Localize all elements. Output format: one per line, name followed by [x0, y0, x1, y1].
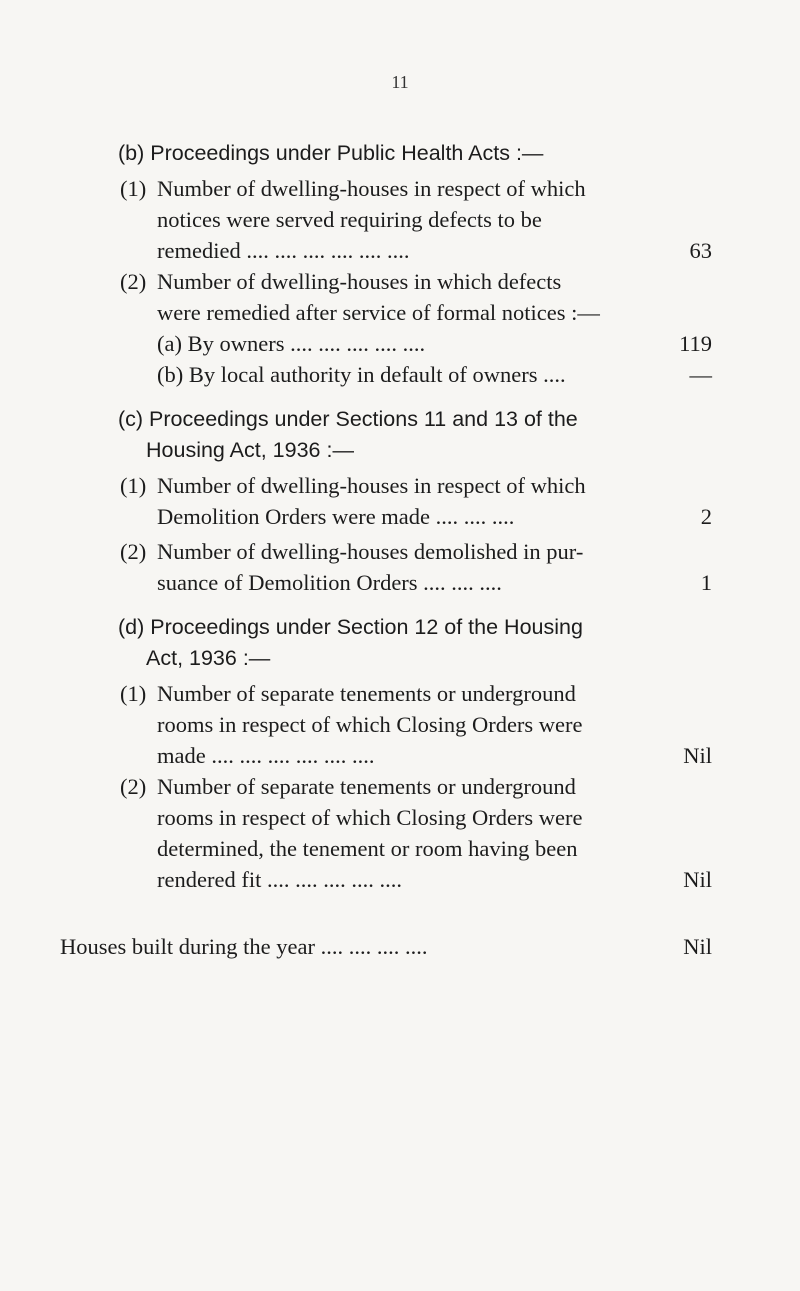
- section-c-item-2-number: (2): [120, 539, 147, 564]
- section-c-item-1-value: 2: [700, 504, 712, 529]
- section-b-item-2-sub-b: [0, 359, 800, 390]
- section-b-item-2-line-2: were remedied after service of formal notices :—: [157, 300, 600, 325]
- section-d-heading-text: (d) Proceedings under Section 12 of the Housing: [118, 615, 583, 639]
- document-body: [0, 138, 800, 962]
- section-b-item-2-sub-a-text: (a) By owners .... .... .... .... ....: [157, 331, 426, 356]
- section-b-item-2-sub-b-text: (b) By local authority in default of owners ....: [157, 362, 566, 387]
- section-c-item-1-number: (1): [120, 473, 147, 498]
- section-b-item-2-sub-a: [0, 328, 800, 359]
- section-b-item-1-line-1: [0, 173, 800, 204]
- section-b-item-2-text: Number of dwelling-houses in which defects: [157, 269, 562, 294]
- section-b-item-2-number: (2): [120, 269, 147, 294]
- section-d-item-1-line-2: rooms in respect of which Closing Orders were: [157, 712, 583, 737]
- section-c-item-1-line-2: Demolition Orders were made .... .... .... 2: [0, 501, 800, 532]
- section-d-item-1-line-3: made .... .... .... .... .... .... Nil: [0, 740, 800, 771]
- section-c-item-2-value: 1: [700, 570, 712, 595]
- houses-built-row: [0, 931, 800, 962]
- section-d-heading-line-2: Act, 1936 :—: [146, 646, 271, 670]
- section-b-item-2-sub-b-value: —: [689, 362, 712, 387]
- section-d-item-2-line-2: rooms in respect of which Closing Orders were: [157, 805, 583, 830]
- section-c-heading-line-1: [0, 404, 800, 435]
- section-d-item-2-line-3: determined, the tenement or room having been: [157, 836, 578, 861]
- section-d-item-2-value: Nil: [683, 867, 712, 892]
- section-b-item-2-sub-a-value: 119: [679, 331, 712, 356]
- section-d-item-2-line-4: rendered fit .... .... .... .... .... Nil: [0, 864, 800, 895]
- section-b-heading-text: (b) Proceedings under Public Health Acts :—: [118, 141, 544, 165]
- section-b-heading: [0, 138, 800, 169]
- section-d-item-1-value: Nil: [683, 743, 712, 768]
- section-b-item-1-text: Number of dwelling-houses in respect of which: [157, 176, 586, 201]
- section-b-item-1-number: (1): [120, 176, 147, 201]
- houses-built-value: Nil: [683, 934, 712, 959]
- section-c-item-2-line-2: suance of Demolition Orders .... .... .... 1: [0, 567, 800, 598]
- section-d-item-1-line-1: (1) Number of separate tenements or underground: [0, 678, 800, 709]
- section-b-item-1-line-3: remedied .... .... .... .... .... .... 63: [0, 235, 800, 266]
- section-b-item-1-value: 63: [689, 238, 712, 263]
- section-b-item-2-line-1: [0, 266, 800, 297]
- section-d-item-2-line-1: (2) Number of separate tenements or underground: [0, 771, 800, 802]
- section-c-item-2-line-1: (2) Number of dwelling-houses demolished in pur-: [0, 536, 800, 567]
- houses-built-text: Houses built during the year .... .... .... ....: [60, 934, 428, 959]
- section-b-item-1-line-2: notices were served requiring defects to be: [157, 207, 542, 232]
- section-d-heading-line-1: [0, 612, 800, 643]
- section-d-item-2-number: (2): [120, 774, 147, 799]
- page-number: 11: [391, 72, 409, 92]
- section-d-item-1-number: (1): [120, 681, 147, 706]
- section-c-heading-text: (c) Proceedings under Sections 11 and 13 of the: [118, 407, 578, 431]
- section-c-heading-line-2: Housing Act, 1936 :—: [146, 438, 354, 462]
- section-c-item-1-line-1: (1) Number of dwelling-houses in respect of which: [0, 470, 800, 501]
